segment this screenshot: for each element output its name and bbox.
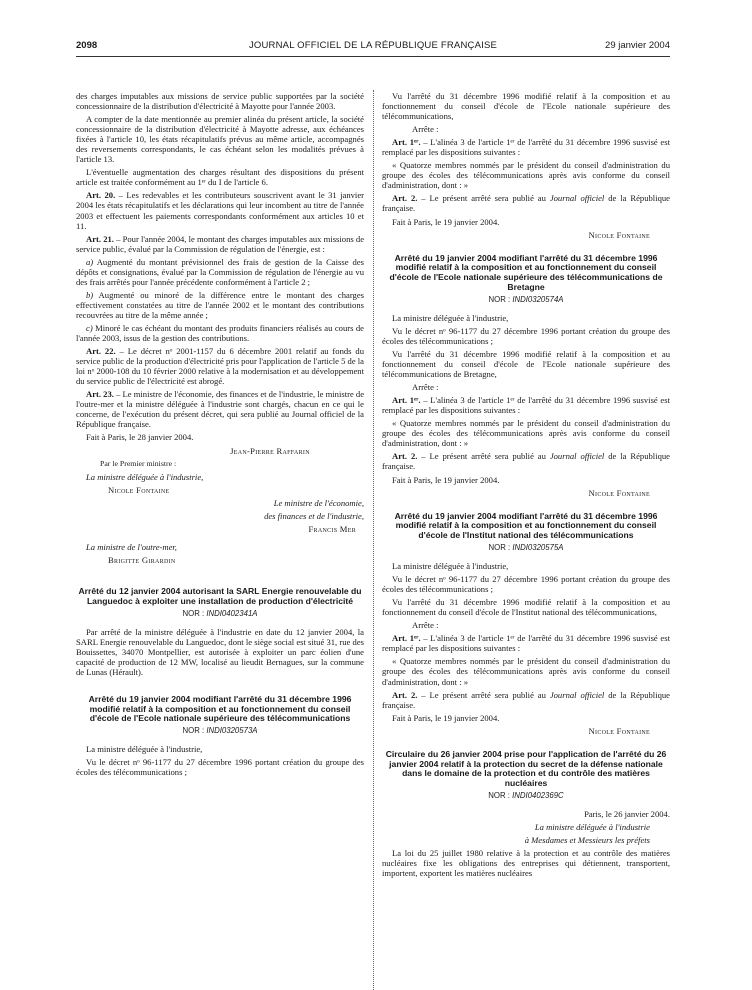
item-label: b): [86, 289, 94, 300]
page-number: 2098: [76, 40, 98, 51]
quote: « Quatorze membres nommés par le président du conseil d'administration du groupe des écoles des télécommunications après avis conforme du conseil d'administration, dont : »: [382, 656, 670, 687]
article-label: Art. 2.: [392, 689, 418, 700]
journal-name: Journal officiel: [549, 689, 605, 700]
signatory-name: Nicole Fontaine: [588, 229, 650, 240]
signature-date: Fait à Paris, le 19 janvier 2004.: [392, 712, 500, 723]
article-text: – Le présent arrêté sera publié au: [417, 193, 550, 204]
nor-label: NOR :: [488, 790, 513, 800]
article-text: – L'alinéa 3 de l'article 1ᵉʳ de l'arrêté du 31 décembre 1996 susvisé est remplacé par les dispositions suivantes :: [382, 395, 670, 416]
arrete-word: Arrête :: [412, 382, 439, 393]
signatory-role: des finances et de l'industrie,: [264, 510, 364, 521]
nor-label: NOR :: [488, 542, 513, 552]
issue-date: 29 janvier 2004: [605, 40, 670, 51]
paragraph: des charges imputables aux missions de service public supportées par la société concessionnaire de la distribution d'électricité à Mayotte pour l'année 2003.: [76, 91, 364, 112]
paragraph: La ministre déléguée à l'industrie,: [392, 312, 509, 323]
paragraph: Vu l'arrêté du 31 décembre 1996 modifié relatif à la composition et au fonctionnement du conseil d'école de l'Ecole nationale supérieure des télécommunications de Bretagne,: [382, 348, 670, 380]
item-text: Augmenté ou minoré de la différence entre le montant des charges effectivement constatées au titre de l'année 2002 et le montant des contributions recouvrées au titre de la même année ;: [76, 289, 364, 320]
paragraph: L'éventuelle augmentation des charges résultant des dispositions du présent article est traitée conformément au 1ᵉʳ du I de l'article 6.: [76, 167, 364, 188]
article-1: [382, 633, 670, 653]
signature-date: Fait à Paris, le 28 janvier 2004.: [86, 432, 194, 443]
signatory-role: La ministre déléguée à l'industrie,: [86, 471, 204, 482]
signatory-prime-minister: Jean-Pierre Raffarin: [230, 445, 310, 456]
arrete-word: Arrête :: [412, 124, 439, 135]
article-text: – Pour l'année 2004, le montant des charges imputables aux missions de service public, évalué par la Commission de régulation de l'énergie, est :: [76, 233, 365, 254]
article-21: [76, 234, 364, 254]
signatory-role: La ministre de l'outre-mer,: [86, 541, 177, 552]
decree-title: Arrêté du 12 janvier 2004 autorisant la SARL Energie renouvelable du Languedoc à exploiter une installation de production d'électricité: [78, 585, 362, 606]
article-22: [76, 346, 364, 386]
paragraph: La ministre déléguée à l'industrie,: [86, 744, 203, 755]
nor-value: INDI0320573A: [206, 726, 258, 736]
article-text: de la République française.: [382, 689, 670, 710]
signatory-name: Nicole Fontaine: [588, 725, 650, 736]
article-label: Art. 22.: [86, 346, 116, 357]
right-column: [382, 91, 670, 881]
journal-title: JOURNAL OFFICIEL DE LA RÉPUBLIQUE FRANÇAISE: [248, 40, 498, 51]
item-label: c): [86, 322, 93, 333]
signatory-role: Le ministre de l'économie,: [273, 497, 364, 508]
nor-label: NOR :: [182, 726, 207, 736]
nor-reference: [382, 295, 670, 305]
article-label: Art. 21.: [86, 233, 114, 244]
article-text: – L'alinéa 3 de l'article 1ᵉʳ de l'arrêté du 31 décembre 1996 susvisé est remplacé par les dispositions suivantes :: [382, 633, 670, 654]
article-text: – Le présent arrêté sera publié au: [417, 451, 550, 462]
article-text: de la République française.: [382, 193, 670, 214]
circular-recipients: à Mesdames et Messieurs les préfets: [524, 835, 650, 846]
paragraph: Par arrêté de la ministre déléguée à l'industrie en date du 12 janvier 2004, la SARL Energie renouvelable du Languedoc, dont le siège social est situé 31, rue des Bouissettes, 34070 Montpellier, est autorisée à exploiter un parc éolien d'une capacité de production de 12 MW, localisé au lieudit Bernagues, sur la commune de Lunas (Hérault).: [76, 626, 364, 677]
nor-label: NOR :: [182, 608, 207, 618]
circular-date: Paris, le 26 janvier 2004.: [584, 808, 670, 819]
article-text: – Le décret nᵒ 2001-1157 du 6 décembre 2001 relatif au fonds du service public de la production d'électricité pris pour l'application de l'article 5 de la loi nᵒ 2000-108 du 10 février 2000 relative à la modernisation et au développement du service public de l'électricité est abrogé.: [76, 346, 365, 387]
item-c: [76, 323, 364, 343]
arrete-word: Arrête :: [412, 620, 439, 631]
paragraph: Vu l'arrêté du 31 décembre 1996 modifié relatif à la composition et au fonctionnement du conseil d'école de l'Ecole nationale supérieure des télécommunications,: [382, 91, 670, 122]
article-label: Art. 2.: [392, 193, 418, 204]
header-rule: [76, 56, 670, 57]
item-text: Augmenté du montant prévisionnel des frais de gestion de la Caisse des dépôts et consignations, évalué par la Commission de régulation de l'énergie au vu des frais arrêtés pour l'année précédente conformément à l'article 2 ;: [76, 256, 364, 287]
paragraph: Vu le décret nᵒ 96-1177 du 27 décembre 1996 portant création du groupe des écoles des télécommunications ;: [382, 574, 670, 595]
nor-value: INDI0320574A: [512, 294, 564, 304]
article-text: – Le ministre de l'économie, des finances et de l'industrie, le ministre de l'outre-mer et la ministre déléguée à l'industrie sont chargés, chacun en ce qui le concerne, de l'exécution du présent décret, qui sera publié au Journal officiel de la République française.: [76, 389, 365, 430]
paragraph: A compter de la date mentionnée au premier alinéa du présent article, la société concessionnaire de la distribution d'électricité à Mayotte adresse, aux échéances fixées à l'article 10, les états récapitulatifs prévus au même article, accompagnés des reversements correspondants, le cas échéant selon les modalités prévues à l'article 13.: [76, 114, 364, 165]
quote: « Quatorze membres nommés par le président du conseil d'administration du groupe des écoles des télécommunications après avis conforme du conseil d'administration, dont : »: [382, 418, 670, 449]
nor-value: INDI0402369C: [512, 790, 564, 800]
article-text: – Les redevables et les contributeurs souscrivent avant le 31 janvier 2004 les états récapitulatifs et les déclarations qui leur incombent au titre de l'année 2003 et effectuent les paiements correspondants conformément aux articles 10 et 11.: [76, 190, 364, 231]
item-text: Minoré le cas échéant du montant des produits financiers réalisés au cours de l'année 2003, issus de la gestion des contributions.: [76, 322, 364, 344]
journal-name: Journal officiel: [549, 451, 605, 462]
article-label: Art. 20.: [86, 190, 116, 201]
article-label: Art. 23.: [86, 389, 114, 400]
journal-name: Journal officiel: [549, 193, 605, 204]
article-2: [382, 193, 670, 213]
article-2: [382, 690, 670, 710]
signatory-name: Nicole Fontaine: [588, 487, 650, 498]
page-header: [76, 40, 670, 54]
article-label: Art. 1ᵉʳ.: [392, 137, 421, 148]
paragraph: La loi du 25 juillet 1980 relative à la protection et au contrôle des matières nucléaires fixe les obligations des entreprises qui détiennent, transportent, importent, exportent les matières nucléaires: [382, 848, 670, 879]
nor-reference: [76, 609, 364, 619]
nor-value: INDI0402341A: [206, 608, 258, 618]
article-2: [382, 451, 670, 471]
article-text: – Le présent arrêté sera publié au: [417, 689, 550, 700]
article-20: [76, 190, 364, 230]
article-23: [76, 389, 364, 429]
nor-reference: [382, 791, 670, 801]
decree-title: Arrêté du 19 janvier 2004 modifiant l'arrêté du 31 décembre 1996 modifié relatif à la composition et au fonctionnement du conseil d'école de l'Ecole nationale supérieure des télécommunications: [88, 693, 352, 724]
paragraph: Vu le décret nᵒ 96-1177 du 27 décembre 1996 portant création du groupe des écoles des télécommunications ;: [76, 757, 364, 778]
item-b: [76, 290, 364, 320]
circular-title: Circulaire du 26 janvier 2004 prise pour l'application de l'arrêté du 26 janvier 2004 relatif à la protection du secret de la défense nationale dans le domaine de la protection et du contrôle des matières nucléaires: [385, 748, 667, 789]
item-a: [76, 257, 364, 287]
article-1: [382, 395, 670, 415]
signature-date: Fait à Paris, le 19 janvier 2004.: [392, 216, 500, 227]
article-text: de la République française.: [382, 451, 670, 472]
column-divider: [373, 90, 374, 990]
paragraph: La ministre déléguée à l'industrie,: [392, 561, 509, 572]
article-label: Art. 2.: [392, 451, 418, 462]
nor-reference: [382, 543, 670, 553]
circular-sender: La ministre déléguée à l'industrie: [534, 822, 650, 833]
signature-preamble: Par le Premier ministre :: [100, 458, 177, 468]
signatory-name: Francis Mer: [308, 523, 356, 534]
paragraph: Vu l'arrêté du 31 décembre 1996 modifié relatif à la composition et au fonctionnement du conseil d'école de l'Institut national des télécommunications,: [382, 597, 670, 618]
signature-date: Fait à Paris, le 19 janvier 2004.: [392, 474, 500, 485]
signatory-name: Nicole Fontaine: [108, 484, 170, 495]
nor-value: INDI0320575A: [512, 542, 564, 552]
left-column: [76, 91, 364, 780]
article-text: – L'alinéa 3 de l'article 1ᵉʳ de l'arrêté du 31 décembre 1996 susvisé est remplacé par les dispositions suivantes :: [382, 137, 670, 158]
decree-title: Arrêté du 19 janvier 2004 modifiant l'arrêté du 31 décembre 1996 modifié relatif à la composition et au fonctionnement du conseil d'école de l'Ecole nationale supérieure des télécommunications de Bretagne: [389, 252, 663, 292]
article-label: Art. 1ᵉʳ.: [392, 395, 421, 406]
decree-title: Arrêté du 19 janvier 2004 modifiant l'arrêté du 31 décembre 1996 modifié relatif à la composition et au fonctionnement du conseil d'école de l'Institut national des télécommunications: [394, 510, 658, 541]
article-label: Art. 1ᵉʳ.: [392, 633, 421, 644]
paragraph: Vu le décret nᵒ 96-1177 du 27 décembre 1996 portant création du groupe des écoles des télécommunications ;: [382, 325, 670, 346]
signatory-name: Brigitte Girardin: [108, 554, 176, 565]
quote: « Quatorze membres nommés par le président du conseil d'administration du groupe des écoles des télécommunications après avis conforme du conseil d'administration, dont : »: [382, 160, 670, 191]
item-label: a): [86, 256, 94, 267]
nor-reference: [76, 726, 364, 736]
article-1: [382, 137, 670, 157]
nor-label: NOR :: [488, 294, 513, 304]
